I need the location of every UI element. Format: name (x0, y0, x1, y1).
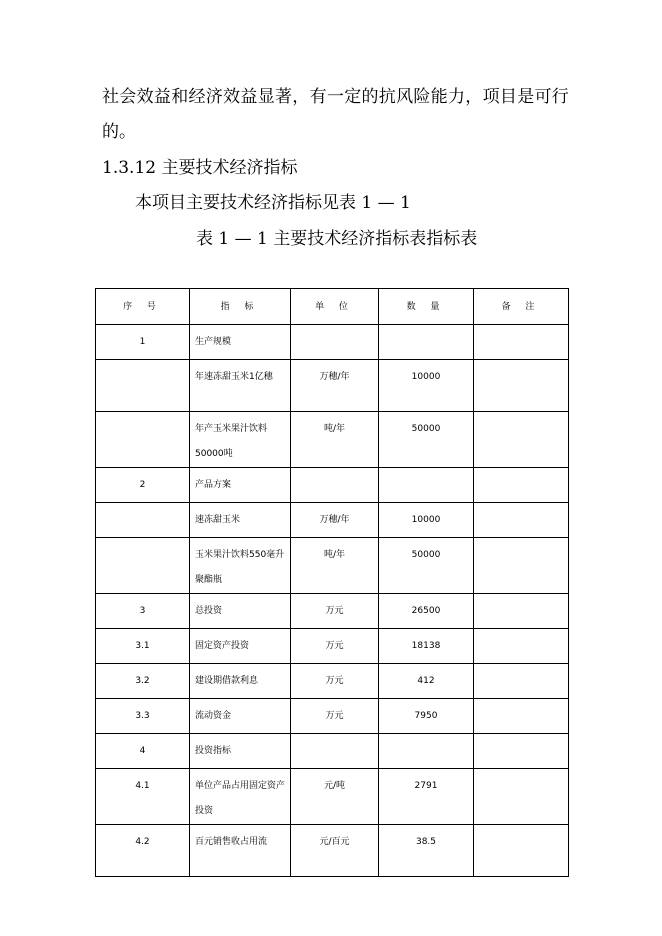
cell-note (474, 538, 569, 594)
header-unit: 单 位 (291, 289, 379, 325)
header-no: 序 号 (96, 289, 190, 325)
table-row (96, 664, 569, 699)
cell-qty: 10000 (379, 360, 474, 412)
cell-item: 固定资产投资 (190, 629, 291, 664)
cell-note (474, 769, 569, 825)
cell-no: 3.3 (96, 699, 190, 734)
cell-note (474, 412, 569, 468)
cell-note (474, 503, 569, 538)
table-row (96, 412, 569, 468)
cell-unit: 万元 (291, 664, 379, 699)
cell-qty: 10000 (379, 503, 474, 538)
header-note: 备 注 (474, 289, 569, 325)
body-paragraph-line2: 的。 (102, 122, 136, 142)
cell-item: 产品方案 (190, 468, 291, 503)
cell-unit: 元/吨 (291, 769, 379, 825)
cell-qty: 50000 (379, 412, 474, 468)
table-header-row (96, 289, 569, 325)
intro-paragraph: 本项目主要技术经济指标见表 1 — 1 (135, 193, 411, 213)
cell-item: 生产规模 (190, 325, 291, 360)
cell-qty (379, 325, 474, 360)
cell-item: 百元销售收占用流 (190, 825, 291, 877)
table-row (96, 468, 569, 503)
header-item: 指 标 (190, 289, 291, 325)
cell-note (474, 664, 569, 699)
cell-no: 4.2 (96, 825, 190, 877)
table-row (96, 629, 569, 664)
table-row (96, 538, 569, 594)
cell-note (474, 629, 569, 664)
cell-note (474, 594, 569, 629)
cell-unit: 吨/年 (291, 538, 379, 594)
table-row (96, 325, 569, 360)
cell-qty: 26500 (379, 594, 474, 629)
cell-no (96, 412, 190, 468)
table-caption: 表 1 — 1 主要技术经济指标表指标表 (196, 229, 478, 249)
cell-qty: 7950 (379, 699, 474, 734)
cell-no: 4.1 (96, 769, 190, 825)
cell-note (474, 734, 569, 769)
cell-item: 投资指标 (190, 734, 291, 769)
cell-qty: 38.5 (379, 825, 474, 877)
cell-unit: 万元 (291, 699, 379, 734)
cell-no (96, 503, 190, 538)
table-row (96, 769, 569, 825)
cell-no: 4 (96, 734, 190, 769)
cell-unit: 万元 (291, 594, 379, 629)
cell-note (474, 699, 569, 734)
cell-unit: 万穗/年 (291, 360, 379, 412)
cell-qty (379, 468, 474, 503)
table-row (96, 699, 569, 734)
indicator-table (95, 288, 569, 877)
cell-no: 3.2 (96, 664, 190, 699)
cell-unit: 吨/年 (291, 412, 379, 468)
cell-item: 年速冻甜玉米1亿穗 (190, 360, 291, 412)
cell-qty: 412 (379, 664, 474, 699)
cell-item: 建设期借款利息 (190, 664, 291, 699)
table-row (96, 503, 569, 538)
table-row (96, 734, 569, 769)
cell-unit: 万元 (291, 629, 379, 664)
cell-item: 单位产品占用固定资产投资 (190, 769, 291, 825)
cell-unit (291, 468, 379, 503)
cell-unit (291, 734, 379, 769)
cell-note (474, 325, 569, 360)
cell-unit: 元/百元 (291, 825, 379, 877)
cell-item: 玉米果汁饮料550毫升聚酯瓶 (190, 538, 291, 594)
cell-qty: 50000 (379, 538, 474, 594)
cell-no: 3 (96, 594, 190, 629)
cell-note (474, 468, 569, 503)
cell-item: 速冻甜玉米 (190, 503, 291, 538)
table-row (96, 594, 569, 629)
cell-qty (379, 734, 474, 769)
header-qty: 数 量 (379, 289, 474, 325)
cell-no: 2 (96, 468, 190, 503)
cell-no (96, 538, 190, 594)
cell-no: 1 (96, 325, 190, 360)
cell-qty: 2791 (379, 769, 474, 825)
cell-note (474, 360, 569, 412)
table-row (96, 825, 569, 877)
cell-note (474, 825, 569, 877)
cell-item: 总投资 (190, 594, 291, 629)
cell-item: 年产玉米果汁饮料50000吨 (190, 412, 291, 468)
cell-item: 流动资金 (190, 699, 291, 734)
cell-no: 3.1 (96, 629, 190, 664)
cell-no (96, 360, 190, 412)
table-row (96, 360, 569, 412)
cell-unit: 万穗/年 (291, 503, 379, 538)
cell-qty: 18138 (379, 629, 474, 664)
cell-unit (291, 325, 379, 360)
section-heading: 1.3.12 主要技术经济指标 (102, 158, 298, 178)
body-paragraph-line1: 社会效益和经济效益显著，有一定的抗风险能力，项目是可行 (102, 87, 570, 107)
